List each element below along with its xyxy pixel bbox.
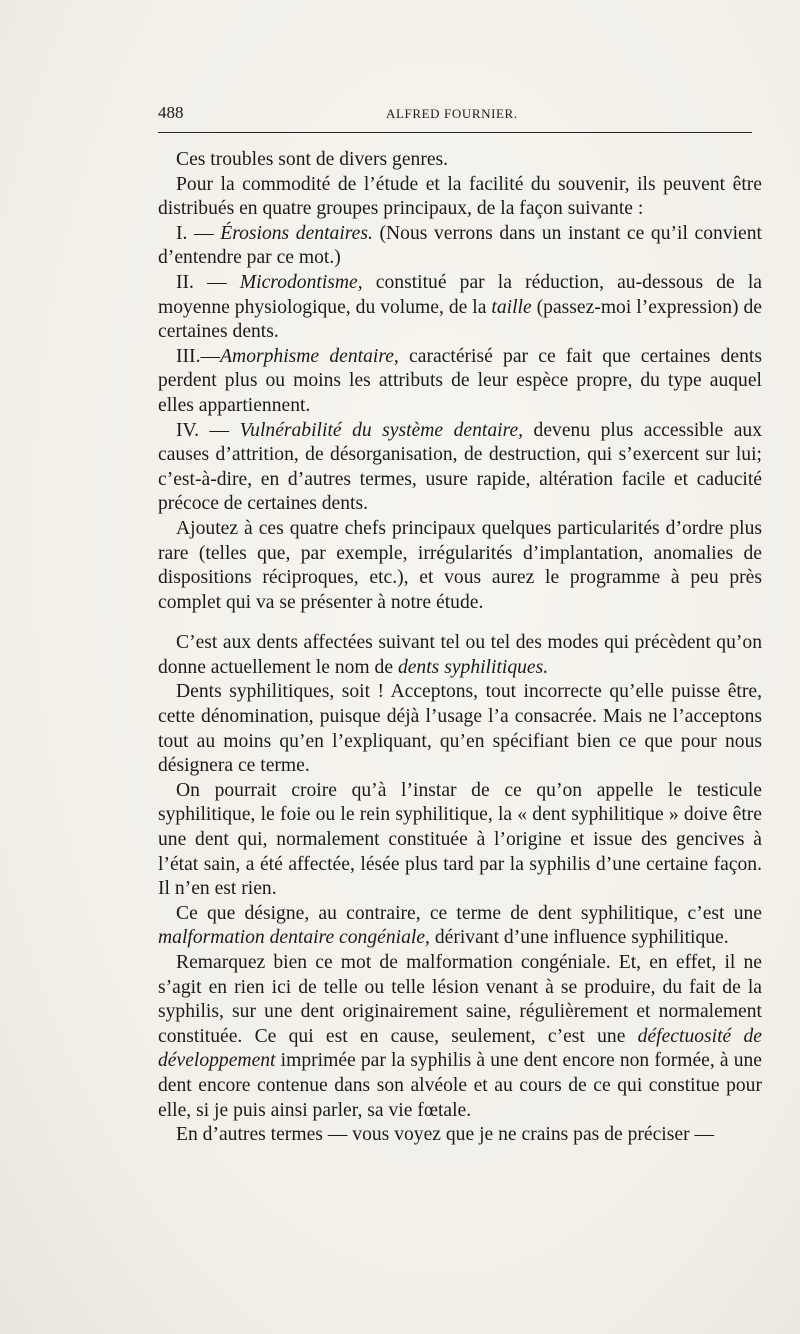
text-run: imprimée par la syphilis à une dent encore non formée, à une dent encore contenue dans son alvéole et au cours de ce qui constitue pour elle, si je puis ainsi parler, sa vie fœtale. [158,1050,762,1121]
page-number: 488 [158,103,184,122]
italic-term: dents syphilitiques. [397,656,549,678]
paragraph-p6 [158,419,762,517]
paragraph-p3 [158,222,762,271]
text-run: constitué par la réduction, au-dessous de la moyenne physiologique, du volume, de la [158,271,763,318]
running-title: ALFRED FOURNIER. [386,106,518,121]
italic-term: défectuosité de développement [158,1025,762,1072]
header-rule [158,132,752,133]
italic-term: Érosions dentaires. [220,222,373,244]
text-run: Remarquez bien ce mot de malformation congéniale. Et, en effet, il ne s’agit en rien ici de telle ou telle lésion venant à se produire, du fait de la syphilis, sur une dent originairement saine, régulièrement et normalement constituée. Ce qui est en cause, seulement, c’est une [158,952,762,1047]
italic-term: Vulnérabilité du système dentaire, [239,419,524,441]
paragraph-p1 [158,148,762,173]
text-run: Pour la commodité de l’étude et la facilité du souvenir, ils peuvent être distribués en quatre groupes principaux, de la façon suivante : [158,173,762,220]
text-run: C’est aux dents affectées suivant tel ou tel des modes qui précèdent qu’on donne actuellement le nom de [158,632,762,678]
paragraph-p9 [158,680,762,778]
text-run: dérivant d’une influence syphilitique. [429,927,729,949]
paragraph-p13 [158,1123,762,1148]
text-run: On pourrait croire qu’à l’instar de ce qu’on appelle le testicule syphilitique, le foie ou le rein syphilitique, la « dent syphilitique » doive être une dent qui, normalement constituée à l’origine et issue des gencives à l’état sain, a été affectée, lésée plus tard par la syphilis d’une certaine façon. Il n’en est rien. [158,779,762,900]
text-run: III.— [176,345,221,367]
paragraph-p10 [158,779,762,902]
italic-term: Microdontisme, [239,271,363,293]
italic-term: Amorphisme dentaire, [220,345,399,367]
paragraph-p4 [158,271,762,345]
text-run: En d’autres termes — vous voyez que je ne crains pas de préciser — [176,1124,715,1146]
text-run: caractérisé par ce fait que certaines dents perdent plus ou moins les attributs de leur espèce propre, du type auquel elles appartiennent. [158,345,762,416]
text-run: Dents syphilitiques, soit ! Acceptons, tout incorrecte qu’elle puisse être, cette dénomination, puisque déjà l’usage l’a consacrée. Mais ne l’acceptons tout au moins qu’en l’expliquant, qu’en spécifiant bien ce que pour nous désignera ce terme. [158,681,762,777]
text-run: II. — [176,271,240,293]
paragraph-p5 [158,345,762,419]
text-run: Ajoutez à ces quatre chefs principaux quelques particularités d’ordre plus rare (telles que, par exemple, irrégularités d’implantation, anomalies de dispositions réciproques, etc.), et vous aurez le programme à peu près complet qui va se présenter à notre étude. [158,517,762,613]
paragraph-p12 [158,951,762,1123]
text-run: (Nous verrons dans un instant ce qu’il convient d’entendre par ce mot.) [158,222,762,269]
italic-term: taille [491,296,532,318]
paragraph-p2 [158,173,762,222]
text-run: IV. — [176,419,240,441]
text-run: Ces troubles sont de divers genres. [176,149,449,170]
italic-term: malformation dentaire congéniale, [158,927,430,949]
page-header [158,103,752,127]
paragraph-p7 [158,517,762,615]
text-run: (passez-moi l’expression) de certaines dents. [158,296,762,343]
paragraph-p11 [158,902,762,951]
body-text [158,148,762,1148]
paragraph-p8 [158,631,762,680]
text-run: devenu plus accessible aux causes d’attrition, de désorganisation, de destruction, qui s’exercent sur lui; c’est-à-dire, en d’autres termes, usure rapide, altération facile et caducité précoce de certaines dents. [158,419,762,515]
text-run: I. — [176,222,221,244]
text-run: Ce que désigne, au contraire, ce terme de dent syphilitique, c’est une [176,902,762,924]
